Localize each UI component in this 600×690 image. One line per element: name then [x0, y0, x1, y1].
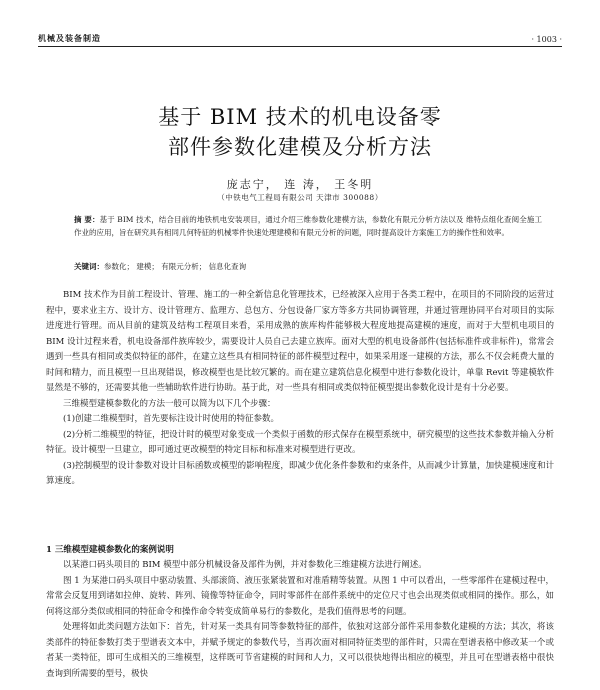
abstract-label: 摘 要： — [74, 215, 100, 224]
article-title — [0, 102, 600, 162]
paragraph: (2)分析二维模型的特征，把设计时的模型对象变成一个类似于函数的形式保存在模型系统中，研究模型的这些技术参数并输入分析特征。设计模型一旦建立，即可通过更改模型的特定目标和标准来对模型进行更改。 — [46, 429, 554, 455]
keywords-text: 参数化； 建模； 有限元分析； 信息化查询 — [104, 262, 247, 271]
paragraph: 以某港口码头项目的 BIM 模型中部分机械设备及部件为例，并对参数化三维建模方法进行阐述。 — [63, 560, 427, 570]
keywords — [74, 261, 542, 273]
paragraph: (3)控制模型的设计参数对设计目标函数或模型的影响程度，即减少优化条件参数和约束条件，从而减少计算量，加快建模速度和计算速度。 — [46, 460, 554, 486]
section-heading: 1 三维模型建模参数化的案例说明 — [46, 545, 174, 555]
abstract-text: 基于 BIM 技术，结合目前的地铁机电安装项目，通过介绍三维参数化建模方法，参数化有限元分析方法以及 维特点组化查阅全施工作业的应用，旨在研究具有相同几何特征的机械零件快速处理建模和有限元分析的问题，同时提高设计方案施工方的操作性和效率。 — [74, 215, 542, 237]
section-body — [46, 558, 554, 682]
affiliation: （中铁电气工程局有限公司 天津市 300088） — [217, 193, 383, 202]
intro-body — [46, 288, 554, 490]
paragraph: (1)创建二维模型时，首先要标注设计时使用的特征参数。 — [63, 414, 280, 424]
abstract — [74, 213, 542, 239]
title-line-2: 部件参数化建模及分析方法 — [168, 135, 432, 159]
author-list: 庞志宁， 连 涛， 王冬明 — [226, 178, 374, 191]
title-line-1: 基于 BIM 技术的机电设备零 — [158, 105, 442, 129]
journal-name: 机械及装备制造 — [38, 33, 101, 43]
running-header — [38, 28, 562, 47]
paragraph: BIM 技术作为目前工程设计、管理、施工的一种全新信息化管理技术，已经被深入应用于各类工程中，在项目的不同阶段的运营过程中，要求业主方、设计方、设计管理方、监理方、总包方、分包设备厂家方等多方共同协调管理，并通过管理协同平台对项目的实际进度进行管理。而从目前的建筑及结构工程项目来看，采用成熟的族库构件能够极大程度地提高建模的速度，而对于大型机电项目的 BIM 设计过程来看，机电设备部件族库较少，需要设计人员自己去建立族库。面对大型的机电设备部件(包括标准件或非标件)，常常会遇到一些具有相同或类似特征的部件，在建立这些具有相同特征的部件模型过程中，如果采用逐一建模的方法，那么不仅会耗费大量的时间和精力，而且模型一旦出现错误，修改模型也是比较冗繁的。而在建立建筑信息化模型中进行参数化设计，单靠 Revit 等建模软件显然是不够的，还需要其他一些辅助软件进行协助。基于此，对一些具有相同或类似特征模型提出参数化设计是有十分必要。 — [46, 290, 554, 393]
keywords-label: 关键词： — [74, 262, 104, 271]
paragraph: 三维模型建模参数化的方法一般可以简为以下几个步骤： — [63, 398, 276, 409]
paragraph: 图 1 为某港口码头项目中驱动装置、头部滚筒、液压张紧装置和对准盾精等装置。从图 1 中可以看出，一些零部件在建模过程中，常常会反复用到诸如拉伸、旋转、阵列、镜像等特征命令，同时零部件在部件系统中的定位尺寸也会出现类似或相同的操作。那么，如何将这部分类似或相同的特征命令和操作命令转变成简单易行的参数化，是我们值得思考的问题。 — [46, 575, 554, 617]
paragraph: 处理将如此类问题方法如下：首先，针对某一类具有同等参数特征的部件，依独对这部分部件采用参数化建模的方法；其次，将该类部件的特征参数打类于型谱表文本中，并赋予规定的参数代号，当再次面对相同特征类型的部件时，只需在型谱表格中修改某一个或者某一类特征，即可生成相关的三维模型，这样既可节省建模的时间和人力，又可以很快地得出相应的模型，并且可在型谱表格中很快查询到所需要的型号，极快 — [46, 622, 554, 679]
page-number: · 1003 · — [531, 35, 562, 44]
